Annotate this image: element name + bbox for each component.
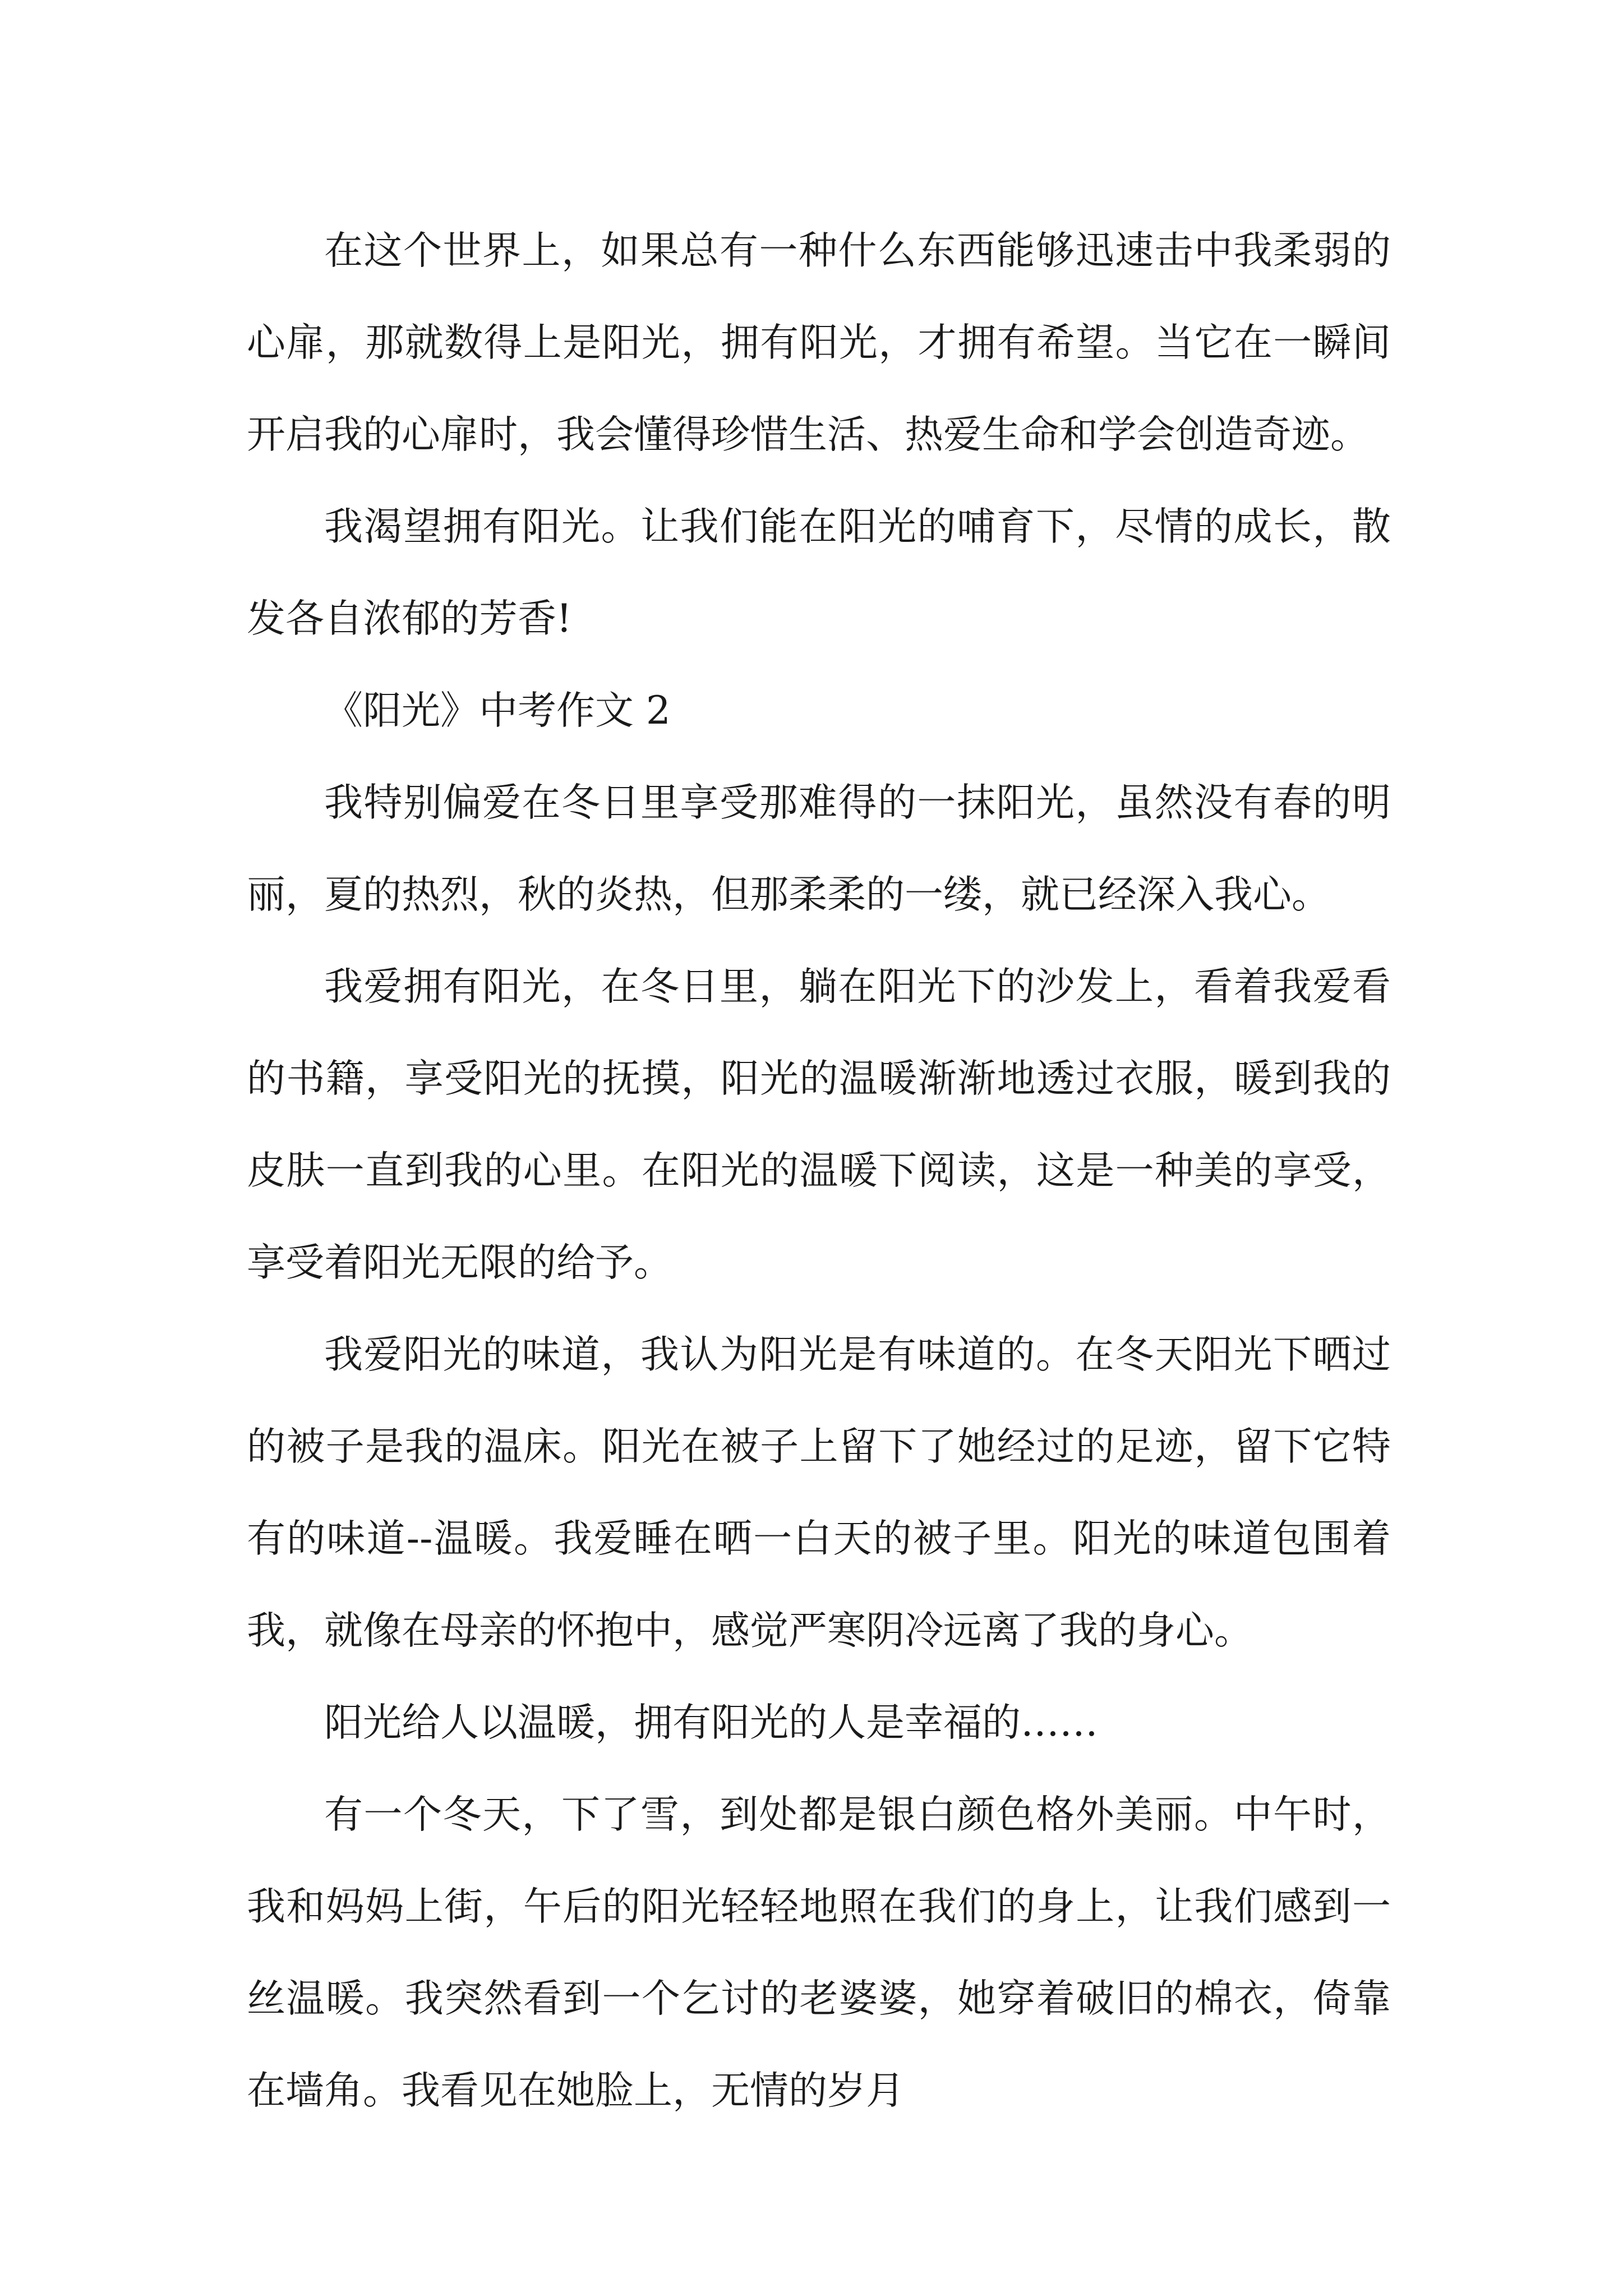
- paragraph-intro-1: 在这个世界上，如果总有一种什么东西能够迅速击中我柔弱的心扉，那就数得上是阳光，拥有阳光，才拥有希望。当它在一瞬间开启我的心扉时，我会懂得珍惜生活、热爱生命和学会创造奇迹。: [247, 228, 1391, 457]
- paragraph-4: 阳光给人以温暖，拥有阳光的人是幸福的……: [324, 1700, 1098, 1745]
- body-text: [247, 205, 1391, 2137]
- paragraph-5: 有一个冬天，下了雪，到处都是银白颜色格外美丽。中午时，我和妈妈上街，午后的阳光轻轻地照在我们的身上，让我们感到一丝温暖。我突然看到一个乞讨的老婆婆，她穿着破旧的棉衣，倚靠在墙角。我看见在她脸上，无情的岁月: [247, 1792, 1391, 2113]
- paragraph-3: 我爱阳光的味道，我认为阳光是有味道的。在冬天阳光下晒过的被子是我的温床。阳光在被子上留下了她经过的足迹，留下它特有的味道--温暖。我爱睡在晒一白天的被子里。阳光的味道包围着我，就像在母亲的怀抱中，感觉严寒阴冷远离了我的身心。: [247, 1332, 1391, 1653]
- essay-heading: 《阳光》中考作文 2: [324, 688, 671, 733]
- paragraph-2: 我爱拥有阳光，在冬日里，躺在阳光下的沙发上，看着我爱看的书籍，享受阳光的抚摸，阳光的温暖渐渐地透过衣服，暖到我的皮肤一直到我的心里。在阳光的温暖下阅读，这是一种美的享受，享受着阳光无限的给予。: [247, 964, 1391, 1285]
- paragraph-1: 我特别偏爱在冬日里享受那难得的一抹阳光，虽然没有春的明丽，夏的热烈，秋的炎热，但那柔柔的一缕，就已经深入我心。: [247, 780, 1391, 917]
- paragraph-intro-2: 我渴望拥有阳光。让我们能在阳光的哺育下，尽情的成长，散发各自浓郁的芳香!: [247, 504, 1391, 641]
